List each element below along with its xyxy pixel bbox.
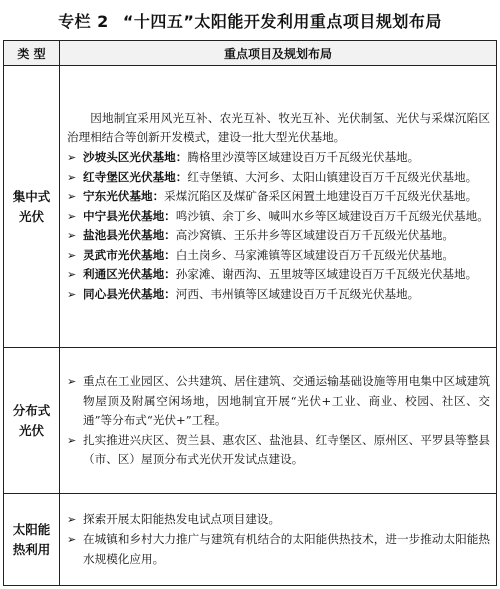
arrow-bullet-icon: ➢	[67, 268, 77, 282]
category-line: 集中式	[12, 188, 51, 204]
item-text: 在城镇和乡村大力推广与建筑有机结合的太阳能供热技术，进一步推动太阳能热水规模化应用。	[83, 531, 490, 566]
arrow-bullet-icon: ➢	[67, 374, 77, 388]
table-row	[4, 348, 497, 494]
content-cell	[60, 348, 497, 494]
item-text: 鸣沙镇、余丁乡、喊叫水乡等区域建设百万千瓦级光伏基地。	[175, 208, 489, 223]
item-text: 高沙窝镇、王乐井乡等区域建设百万千瓦级光伏基地。	[175, 228, 455, 243]
list-item	[67, 510, 490, 530]
header-content: 重点项目及规划布局	[60, 41, 497, 66]
list-item	[67, 187, 490, 207]
item-name: 红寺堡区光伏基地：	[83, 169, 188, 184]
item-name: 灵武市光伏基地：	[83, 247, 176, 262]
item-name: 沙坡头区光伏基地：	[83, 149, 188, 164]
table-row	[4, 66, 497, 348]
item-text: 河西、韦州镇等区域建设百万千瓦级光伏基地。	[175, 287, 420, 302]
arrow-bullet-icon: ➢	[67, 532, 77, 546]
list-item	[67, 530, 490, 569]
arrow-bullet-icon: ➢	[67, 513, 77, 527]
intro-text: 因地制宜采用风光互补、农光互补、牧光互补、光伏制氢、光伏与采煤沉陷区治理相结合等创新开发模式，建设一批大型光伏基地。	[67, 110, 490, 145]
arrow-bullet-icon: ➢	[67, 170, 77, 184]
item-text: 重点在工业园区、公共建筑、居住建筑、交通运输基础设施等用电集中区域建筑物屋顶及附属空闲场地，因地制宜开展“光伏+工业、商业、校园、社区、交通”等分布式“光伏+”工程。	[83, 373, 490, 428]
category-line: 光伏	[18, 208, 44, 224]
item-name: 中宁县光伏基地：	[83, 208, 176, 223]
item-text: 扎实推进兴庆区、贺兰县、惠农区、盐池县、红寺堡区、原州区、平罗县等整县（市、区）屋顶分布式光伏开发试点建设。	[83, 432, 490, 467]
arrow-bullet-icon: ➢	[67, 288, 77, 302]
content-cell	[60, 66, 497, 348]
item-name: 盐池县光伏基地：	[83, 228, 176, 243]
list-item	[67, 372, 490, 431]
item-text: 孙家滩、谢西沟、五里坡等区域建设百万千瓦级光伏基地。	[175, 267, 478, 282]
item-text: 探索开展太阳能热发电试点项目建设。	[83, 512, 281, 527]
arrow-bullet-icon: ➢	[67, 229, 77, 243]
item-text: 红寺堡镇、大河乡、太阳山镇建设百万千瓦级光伏基地。	[187, 169, 478, 184]
list-item	[67, 168, 490, 188]
item-name: 利通区光伏基地：	[83, 267, 176, 282]
header-category: 类 型	[4, 41, 60, 66]
list-item	[67, 226, 490, 246]
arrow-bullet-icon: ➢	[67, 248, 77, 262]
category-line: 分布式	[12, 402, 51, 418]
item-name: 宁东光伏基地：	[83, 189, 165, 204]
arrow-bullet-icon: ➢	[67, 433, 77, 447]
category-cell	[4, 348, 60, 494]
category-line: 光伏	[18, 422, 44, 438]
category-line: 热利用	[12, 541, 51, 557]
column-number: 专栏 2	[58, 11, 109, 31]
list-item	[67, 285, 490, 305]
item-text: 腾格里沙漠等区域建设百万千瓦级光伏基地。	[187, 149, 420, 164]
column-title	[0, 0, 500, 40]
column-title-text: “十四五”太阳能开发利用重点项目规划布局	[122, 11, 442, 31]
table-header-row	[4, 41, 497, 66]
list-item	[67, 246, 490, 266]
category-line: 太阳能	[12, 521, 51, 537]
item-text: 采煤沉陷区及煤矿备采区闲置土地建设百万千瓦级光伏基地。	[164, 189, 478, 204]
list-item	[67, 265, 490, 285]
content-cell	[60, 494, 497, 586]
table-row	[4, 494, 497, 586]
category-cell	[4, 494, 60, 586]
list-item	[67, 148, 490, 168]
arrow-bullet-icon: ➢	[67, 190, 77, 204]
category-cell	[4, 66, 60, 348]
arrow-bullet-icon: ➢	[67, 209, 77, 223]
item-text: 白土岗乡、马家滩镇等区域建设百万千瓦级光伏基地。	[175, 247, 455, 262]
list-item	[67, 431, 490, 470]
arrow-bullet-icon: ➢	[67, 150, 77, 164]
list-item	[67, 207, 490, 227]
item-name: 同心县光伏基地：	[83, 287, 176, 302]
plan-table	[3, 40, 497, 586]
